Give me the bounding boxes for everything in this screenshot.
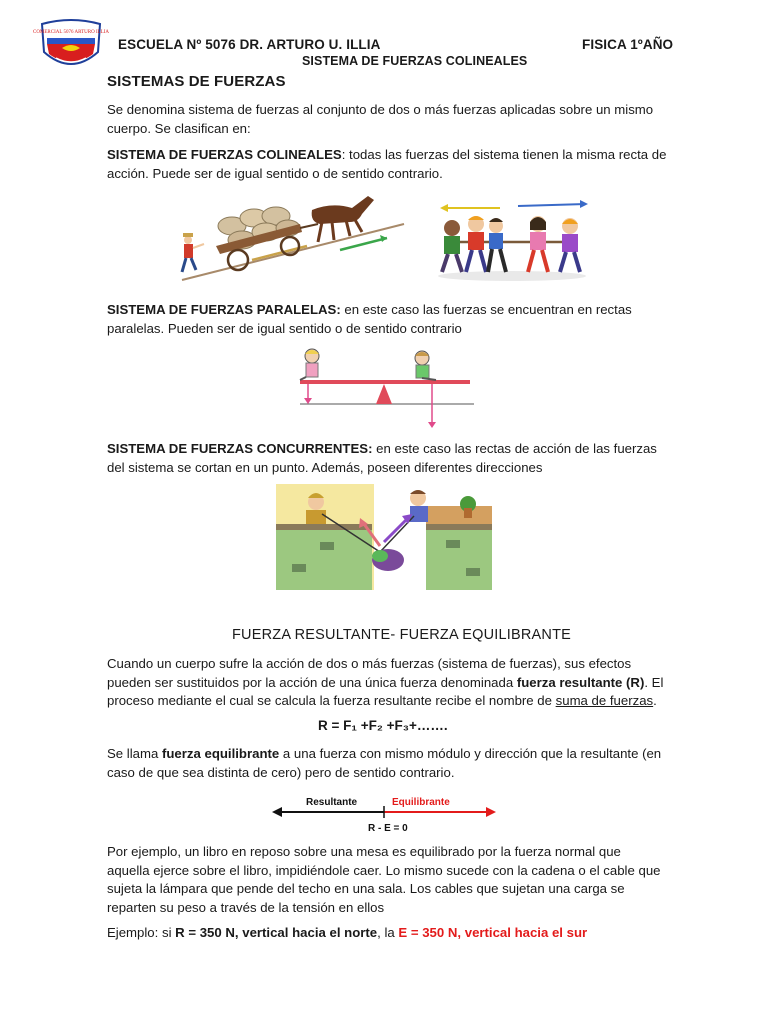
- colineales-text: : todas las fuerzas del sistema tienen la misma recta de acción. Puede ser de igual sentido o de sentido contrario.: [107, 147, 667, 181]
- p1-text-e: .: [653, 693, 657, 708]
- concurrentes-label: SISTEMA DE FUERZAS CONCURRENTES:: [107, 441, 373, 456]
- school-name: ESCUELA Nº 5076 DR. ARTURO U. ILLIA: [118, 37, 381, 52]
- ejemplo-line: [107, 924, 667, 943]
- resultante-label: Resultante: [306, 797, 358, 808]
- p1-text-c: . El proceso mediante el cual se calcula la fuerza resultante recibe el nombre de: [107, 674, 664, 708]
- intro-paragraph: Se denomina sistema de fuerzas al conjunto de dos o más fuerzas aplicadas sobre un mismo cuerpo. Se clasifican en:: [107, 102, 654, 136]
- concurrentes-paragraph: [107, 440, 667, 477]
- example-mid: , la: [377, 925, 399, 940]
- fuerza-resultante-term: fuerza resultante (R): [516, 674, 645, 690]
- school-logo: [32, 18, 110, 74]
- subject-label: FISICA 1ºAÑO: [582, 37, 674, 52]
- resultant-formula: R = F₁ +F₂ +F₃+…….: [318, 718, 448, 733]
- colineales-paragraph: [107, 146, 667, 183]
- example-r-value: R = 350 N, vertical hacia el norte: [175, 925, 378, 940]
- example-prefix: Ejemplo: si: [107, 925, 176, 940]
- tug-of-war-illustration: [436, 200, 588, 282]
- resultante-equilibrante-diagram: [270, 792, 498, 836]
- p2-text-a: Se llama: [107, 746, 162, 761]
- horse-cart-illustration: [172, 188, 408, 284]
- seesaw-illustration: [292, 346, 476, 430]
- paralelas-label: SISTEMA DE FUERZAS PARALELAS:: [107, 302, 341, 317]
- logo-text: COMERCIAL 5076 ARTURO ILLIA: [32, 30, 110, 35]
- section-title-resultante: FUERZA RESULTANTE- FUERZA EQUILIBRANTE: [232, 627, 571, 643]
- colineales-label: SISTEMA DE FUERZAS COLINEALES: [107, 147, 342, 162]
- p2-text-c: a una fuerza con mismo módulo y dirección que la resultante (en caso de que sea distinta de cero) pero de sentido contrario.: [107, 746, 662, 780]
- paralelas-paragraph: [107, 301, 667, 338]
- equation-label: R - E = 0: [368, 823, 408, 834]
- section-title-sistemas: SISTEMAS DE FUERZAS: [107, 73, 286, 90]
- resultante-paragraph: [107, 655, 667, 711]
- concurrent-forces-illustration: [276, 484, 492, 590]
- concurrentes-text: en este caso las rectas de acción de las fuerzas del sistema se cortan en un punto. Además, poseen diferentes direcciones: [107, 441, 657, 475]
- page-topic: SISTEMA DE FUERZAS COLINEALES: [302, 54, 528, 68]
- suma-de-fuerzas-term: suma de fuerzas: [555, 693, 654, 708]
- example-e-value: E = 350 N, vertical hacia el sur: [398, 925, 588, 940]
- equilibrante-paragraph: [107, 745, 667, 782]
- paralelas-text: en este caso las fuerzas se encuentran en rectas paralelas. Pueden ser de igual sentido o de sentido contrario: [107, 302, 632, 336]
- fuerza-equilibrante-term: fuerza equilibrante: [161, 746, 280, 761]
- ejemplo-libro-paragraph: Por ejemplo, un libro en reposo sobre una mesa es equilibrado por la fuerza normal que aquella ejerce sobre el libro, impidiéndole caer. Lo mismo sucede con la cadena o el cable que sujeta la lámpara que pende del techo en una sala. Los cables que sujetan una carga se reparten su peso a través de la tensión en ellos: [107, 844, 661, 915]
- equilibrante-label: Equilibrante: [392, 797, 450, 808]
- p1-text-a: Cuando un cuerpo sufre la acción de dos o más fuerzas (sistema de fuerzas), sus efectos pueden ser sustituidos por la acción de una única fuerza denominada: [107, 656, 632, 690]
